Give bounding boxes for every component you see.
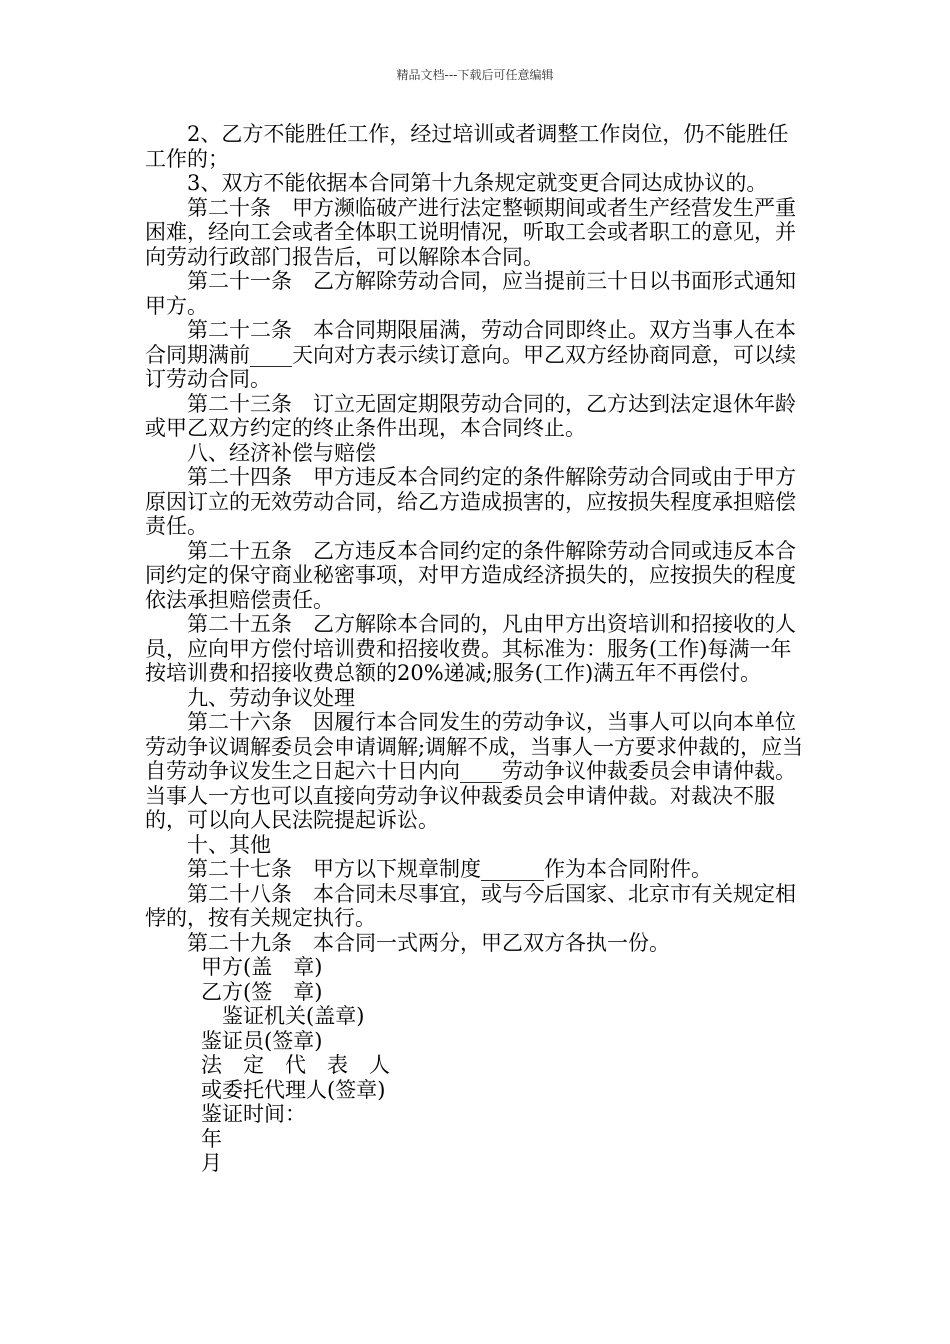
signature-agent: 或委托代理人(签章) [201, 1077, 386, 1102]
article-24: 第二十四条 甲方违反本合同约定的条件解除劳动合同或由于甲方原因订立的无效劳动合同，给乙方造成损害的，应按损失程度承担赔偿责任。 [145, 465, 796, 538]
contract-body [145, 122, 809, 1176]
section-heading-10: 十、其他 [187, 832, 271, 857]
page-header: 精品文档---下载后可任意编辑 [396, 68, 554, 82]
signature-legal-rep: 法 定 代 表 人 [201, 1053, 390, 1077]
article-23: 第二十三条 订立无固定期限劳动合同的，乙方达到法定退休年龄或甲乙双方约定的终止条件出现，本合同终止。 [145, 391, 796, 440]
signature-date-label: 鉴证时间： [201, 1102, 306, 1126]
signature-year: 年 [201, 1126, 222, 1151]
section-heading-9: 九、劳动争议处理 [187, 685, 355, 710]
article-22: 第二十二条 本合同期限届满，劳动合同即终止。双方当事人在本合同期满前____天向对方表示续订意向。甲乙双方经协商同意，可以续订劳动合同。 [145, 318, 796, 391]
article-25a: 第二十五条 乙方违反本合同约定的条件解除劳动合同或违反本合同约定的保守商业秘密事项，对甲方造成经济损失的，应按损失的程度依法承担赔偿责任。 [145, 538, 796, 612]
section-heading-8: 八、经济补偿与赔偿 [187, 440, 376, 465]
signature-verifier: 鉴证员(签章) [201, 1028, 323, 1053]
article-26: 第二十六条 因履行本合同发生的劳动争议，当事人可以向本单位劳动争议调解委员会申请调解;调解不成，当事人一方要求仲裁的，应当自劳动争议发生之日起六十日内向____劳动争议仲裁委员会申请仲裁。当事人一方也可以直接向劳动争议仲裁委员会申请仲裁。对裁决不服的，可以向人民法院提起诉讼。 [145, 710, 804, 832]
signature-party-b: 乙方(签 章) [201, 979, 323, 1004]
article-21: 第二十一条 乙方解除劳动合同，应当提前三十日以书面形式通知甲方。 [145, 269, 796, 318]
article-28: 第二十八条 本合同未尽事宜，或与今后国家、北京市有关规定相悖的，按有关规定执行。 [145, 881, 796, 930]
signature-month: 月 [201, 1151, 222, 1175]
article-29: 第二十九条 本合同一式两分，甲乙双方各执一份。 [187, 930, 670, 955]
signature-party-a: 甲方(盖 章) [201, 955, 323, 979]
clause-item-2: 2、乙方不能胜任工作，经过培训或者调整工作岗位，仍不能胜任工作的； [145, 122, 789, 171]
article-20: 第二十条 甲方濒临破产进行法定整顿期间或者生产经营发生严重困难，经向工会或者全体职工说明情况，听取工会或者职工的意见，并向劳动行政部门报告后，可以解除本合同。 [145, 195, 796, 269]
signature-authority: 鉴证机关(盖章) [222, 1004, 365, 1028]
article-27: 第二十七条 甲方以下规章制度______作为本合同附件。 [187, 857, 712, 881]
clause-item-3: 3、双方不能依据本合同第十九条规定就变更合同达成协议的。 [187, 171, 768, 195]
article-25b: 第二十五条 乙方解除本合同的，凡由甲方出资培训和招接收的人员，应向甲方偿付培训费和招接收费。其标准为：服务(工作)每满一年按培训费和招接收费总额的20%递减;服务(工作)满五年不再偿付。 [145, 612, 796, 685]
